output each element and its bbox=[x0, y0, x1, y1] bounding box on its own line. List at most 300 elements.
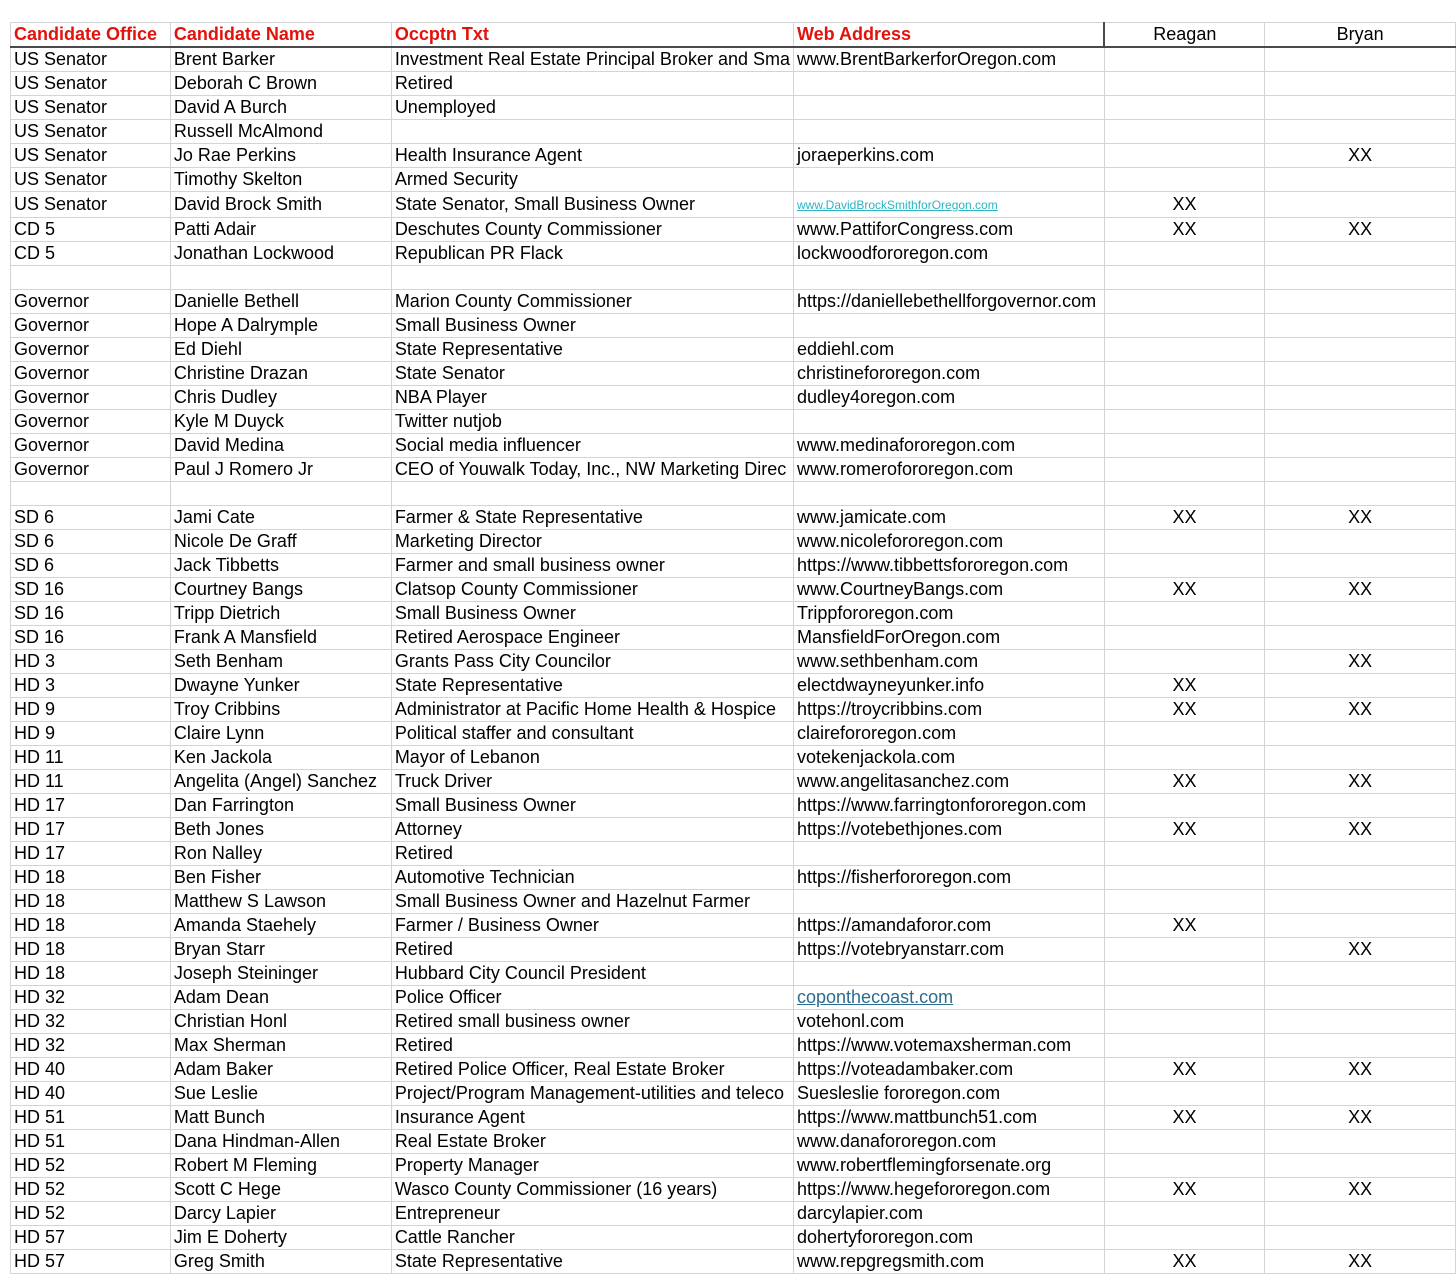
cell-web-address[interactable]: www.CourtneyBangs.com bbox=[794, 578, 1105, 602]
cell-reagan-mark[interactable] bbox=[1104, 938, 1264, 962]
cell-occupation[interactable]: Automotive Technician bbox=[391, 866, 793, 890]
cell-reagan-mark[interactable]: XX bbox=[1104, 914, 1264, 938]
cell-reagan-mark[interactable]: XX bbox=[1104, 818, 1264, 842]
cell-web-address[interactable]: www.BrentBarkerforOregon.com bbox=[794, 47, 1105, 72]
cell-candidate-name[interactable]: Scott C Hege bbox=[170, 1178, 391, 1202]
cell-web-address[interactable]: dudley4oregon.com bbox=[794, 386, 1105, 410]
cell-occupation[interactable]: Mayor of Lebanon bbox=[391, 746, 793, 770]
cell-reagan-mark[interactable] bbox=[1104, 794, 1264, 818]
cell-occupation[interactable]: Small Business Owner bbox=[391, 314, 793, 338]
cell-bryan-mark[interactable] bbox=[1265, 1154, 1456, 1178]
cell-candidate-name[interactable]: Jo Rae Perkins bbox=[170, 144, 391, 168]
cell-office[interactable]: HD 51 bbox=[11, 1106, 171, 1130]
cell-office[interactable]: HD 18 bbox=[11, 938, 171, 962]
cell-candidate-name[interactable] bbox=[170, 266, 391, 290]
cell-occupation[interactable] bbox=[391, 120, 793, 144]
cell-reagan-mark[interactable] bbox=[1104, 144, 1264, 168]
header-web-address[interactable]: Web Address bbox=[794, 23, 1105, 48]
cell-bryan-mark[interactable] bbox=[1265, 386, 1456, 410]
cell-web-address[interactable] bbox=[794, 72, 1105, 96]
cell-reagan-mark[interactable] bbox=[1104, 746, 1264, 770]
cell-reagan-mark[interactable] bbox=[1104, 434, 1264, 458]
cell-office[interactable]: HD 57 bbox=[11, 1250, 171, 1274]
cell-web-address[interactable]: https://www.farringtonfororegon.com bbox=[794, 794, 1105, 818]
cell-office[interactable]: HD 32 bbox=[11, 1010, 171, 1034]
cell-candidate-name[interactable]: Timothy Skelton bbox=[170, 168, 391, 192]
cell-office[interactable]: HD 40 bbox=[11, 1058, 171, 1082]
cell-occupation[interactable]: Entrepreneur bbox=[391, 1202, 793, 1226]
cell-bryan-mark[interactable] bbox=[1265, 242, 1456, 266]
cell-office[interactable]: SD 16 bbox=[11, 602, 171, 626]
cell-candidate-name[interactable]: Ed Diehl bbox=[170, 338, 391, 362]
cell-bryan-mark[interactable] bbox=[1265, 434, 1456, 458]
cell-reagan-mark[interactable]: XX bbox=[1104, 1250, 1264, 1274]
cell-candidate-name[interactable]: Bryan Starr bbox=[170, 938, 391, 962]
cell-candidate-name[interactable]: Troy Cribbins bbox=[170, 698, 391, 722]
cell-bryan-mark[interactable]: XX bbox=[1265, 650, 1456, 674]
cell-occupation[interactable]: Deschutes County Commissioner bbox=[391, 218, 793, 242]
cell-bryan-mark[interactable]: XX bbox=[1265, 1250, 1456, 1274]
cell-candidate-name[interactable]: Patti Adair bbox=[170, 218, 391, 242]
cell-web-address[interactable]: votehonl.com bbox=[794, 1010, 1105, 1034]
cell-occupation[interactable] bbox=[391, 482, 793, 506]
cell-bryan-mark[interactable] bbox=[1265, 986, 1456, 1010]
cell-office[interactable]: CD 5 bbox=[11, 242, 171, 266]
cell-bryan-mark[interactable] bbox=[1265, 1034, 1456, 1058]
cell-bryan-mark[interactable]: XX bbox=[1265, 818, 1456, 842]
cell-bryan-mark[interactable]: XX bbox=[1265, 218, 1456, 242]
cell-bryan-mark[interactable]: XX bbox=[1265, 698, 1456, 722]
cell-reagan-mark[interactable] bbox=[1104, 242, 1264, 266]
cell-reagan-mark[interactable] bbox=[1104, 314, 1264, 338]
cell-web-address[interactable]: dohertyfororegon.com bbox=[794, 1226, 1105, 1250]
cell-occupation[interactable]: Project/Program Management-utilities and teleco bbox=[391, 1082, 793, 1106]
cell-web-address[interactable]: electdwayneyunker.info bbox=[794, 674, 1105, 698]
cell-reagan-mark[interactable] bbox=[1104, 482, 1264, 506]
cell-web-address[interactable] bbox=[794, 96, 1105, 120]
cell-office[interactable]: HD 11 bbox=[11, 770, 171, 794]
cell-reagan-mark[interactable] bbox=[1104, 1202, 1264, 1226]
cell-bryan-mark[interactable] bbox=[1265, 458, 1456, 482]
cell-occupation[interactable] bbox=[391, 266, 793, 290]
cell-candidate-name[interactable]: Beth Jones bbox=[170, 818, 391, 842]
cell-office[interactable]: Governor bbox=[11, 434, 171, 458]
cell-reagan-mark[interactable] bbox=[1104, 410, 1264, 434]
cell-reagan-mark[interactable] bbox=[1104, 47, 1264, 72]
cell-office[interactable]: Governor bbox=[11, 314, 171, 338]
cell-reagan-mark[interactable]: XX bbox=[1104, 192, 1264, 218]
cell-bryan-mark[interactable] bbox=[1265, 914, 1456, 938]
cell-occupation[interactable]: Investment Real Estate Principal Broker and Sma bbox=[391, 47, 793, 72]
cell-web-address[interactable] bbox=[794, 120, 1105, 144]
cell-office[interactable]: Governor bbox=[11, 410, 171, 434]
cell-reagan-mark[interactable] bbox=[1104, 168, 1264, 192]
cell-bryan-mark[interactable] bbox=[1265, 794, 1456, 818]
cell-web-address[interactable]: https://daniellebethellforgovernor.com bbox=[794, 290, 1105, 314]
cell-office[interactable]: HD 40 bbox=[11, 1082, 171, 1106]
cell-web-address[interactable]: www.PattiforCongress.com bbox=[794, 218, 1105, 242]
cell-web-address[interactable]: www.nicolefororegon.com bbox=[794, 530, 1105, 554]
cell-occupation[interactable]: Hubbard City Council President bbox=[391, 962, 793, 986]
cell-reagan-mark[interactable]: XX bbox=[1104, 218, 1264, 242]
cell-bryan-mark[interactable] bbox=[1265, 192, 1456, 218]
cell-office[interactable]: HD 11 bbox=[11, 746, 171, 770]
cell-bryan-mark[interactable]: XX bbox=[1265, 1178, 1456, 1202]
cell-reagan-mark[interactable] bbox=[1104, 1226, 1264, 1250]
cell-bryan-mark[interactable] bbox=[1265, 890, 1456, 914]
cell-web-address[interactable] bbox=[794, 986, 1105, 1010]
cell-occupation[interactable]: Unemployed bbox=[391, 96, 793, 120]
cell-bryan-mark[interactable] bbox=[1265, 626, 1456, 650]
cell-office[interactable]: SD 6 bbox=[11, 554, 171, 578]
header-bryan[interactable]: Bryan bbox=[1265, 23, 1456, 48]
cell-office[interactable]: US Senator bbox=[11, 47, 171, 72]
cell-bryan-mark[interactable] bbox=[1265, 1130, 1456, 1154]
cell-web-address[interactable]: https://troycribbins.com bbox=[794, 698, 1105, 722]
cell-candidate-name[interactable]: Hope A Dalrymple bbox=[170, 314, 391, 338]
cell-candidate-name[interactable]: Christian Honl bbox=[170, 1010, 391, 1034]
cell-reagan-mark[interactable]: XX bbox=[1104, 770, 1264, 794]
cell-web-address[interactable] bbox=[794, 410, 1105, 434]
cell-occupation[interactable]: NBA Player bbox=[391, 386, 793, 410]
cell-bryan-mark[interactable] bbox=[1265, 674, 1456, 698]
cell-office[interactable] bbox=[11, 266, 171, 290]
cell-candidate-name[interactable]: Darcy Lapier bbox=[170, 1202, 391, 1226]
cell-occupation[interactable]: Small Business Owner bbox=[391, 794, 793, 818]
cell-office[interactable]: US Senator bbox=[11, 168, 171, 192]
cell-occupation[interactable]: State Senator bbox=[391, 362, 793, 386]
cell-office[interactable]: HD 57 bbox=[11, 1226, 171, 1250]
cell-office[interactable]: US Senator bbox=[11, 72, 171, 96]
cell-reagan-mark[interactable] bbox=[1104, 842, 1264, 866]
cell-office[interactable]: Governor bbox=[11, 290, 171, 314]
cell-web-address[interactable]: https://votebethjones.com bbox=[794, 818, 1105, 842]
cell-office[interactable]: SD 16 bbox=[11, 626, 171, 650]
cell-office[interactable]: CD 5 bbox=[11, 218, 171, 242]
cell-reagan-mark[interactable] bbox=[1104, 1082, 1264, 1106]
cell-web-address[interactable]: MansfieldForOregon.com bbox=[794, 626, 1105, 650]
cell-candidate-name[interactable]: Danielle Bethell bbox=[170, 290, 391, 314]
cell-office[interactable]: Governor bbox=[11, 386, 171, 410]
cell-candidate-name[interactable]: Ken Jackola bbox=[170, 746, 391, 770]
header-candidate-name[interactable]: Candidate Name bbox=[170, 23, 391, 48]
cell-bryan-mark[interactable] bbox=[1265, 482, 1456, 506]
cell-occupation[interactable]: Small Business Owner bbox=[391, 602, 793, 626]
cell-candidate-name[interactable]: Amanda Staehely bbox=[170, 914, 391, 938]
cell-candidate-name[interactable]: Dan Farrington bbox=[170, 794, 391, 818]
cell-candidate-name[interactable]: Jack Tibbetts bbox=[170, 554, 391, 578]
cell-web-address[interactable] bbox=[794, 962, 1105, 986]
cell-occupation[interactable]: Retired Aerospace Engineer bbox=[391, 626, 793, 650]
cell-office[interactable]: HD 17 bbox=[11, 794, 171, 818]
cell-candidate-name[interactable]: David A Burch bbox=[170, 96, 391, 120]
cell-reagan-mark[interactable]: XX bbox=[1104, 674, 1264, 698]
cell-candidate-name[interactable]: David Brock Smith bbox=[170, 192, 391, 218]
cell-occupation[interactable]: Attorney bbox=[391, 818, 793, 842]
cell-occupation[interactable]: CEO of Youwalk Today, Inc., NW Marketing Direc bbox=[391, 458, 793, 482]
cell-occupation[interactable]: Retired bbox=[391, 72, 793, 96]
cell-candidate-name[interactable]: Joseph Steininger bbox=[170, 962, 391, 986]
cell-bryan-mark[interactable]: XX bbox=[1265, 1058, 1456, 1082]
cell-web-address[interactable]: www.robertflemingforsenate.org bbox=[794, 1154, 1105, 1178]
cell-office[interactable]: HD 52 bbox=[11, 1202, 171, 1226]
cell-web-address[interactable] bbox=[794, 192, 1105, 218]
cell-reagan-mark[interactable] bbox=[1104, 602, 1264, 626]
cell-bryan-mark[interactable] bbox=[1265, 1082, 1456, 1106]
cell-candidate-name[interactable]: Claire Lynn bbox=[170, 722, 391, 746]
cell-web-address[interactable] bbox=[794, 482, 1105, 506]
cell-occupation[interactable]: Real Estate Broker bbox=[391, 1130, 793, 1154]
cell-web-address[interactable]: https://amandaforor.com bbox=[794, 914, 1105, 938]
cell-candidate-name[interactable]: Matt Bunch bbox=[170, 1106, 391, 1130]
cell-candidate-name[interactable]: Robert M Fleming bbox=[170, 1154, 391, 1178]
cell-office[interactable]: HD 3 bbox=[11, 674, 171, 698]
cell-occupation[interactable]: State Representative bbox=[391, 674, 793, 698]
cell-web-address[interactable]: https://www.hegefororegon.com bbox=[794, 1178, 1105, 1202]
cell-web-address[interactable]: www.jamicate.com bbox=[794, 506, 1105, 530]
cell-reagan-mark[interactable]: XX bbox=[1104, 1058, 1264, 1082]
cell-bryan-mark[interactable] bbox=[1265, 47, 1456, 72]
cell-reagan-mark[interactable] bbox=[1104, 290, 1264, 314]
cell-reagan-mark[interactable] bbox=[1104, 866, 1264, 890]
cell-bryan-mark[interactable] bbox=[1265, 290, 1456, 314]
cell-occupation[interactable]: Retired bbox=[391, 938, 793, 962]
cell-reagan-mark[interactable] bbox=[1104, 1010, 1264, 1034]
cell-office[interactable]: SD 16 bbox=[11, 578, 171, 602]
cell-reagan-mark[interactable]: XX bbox=[1104, 698, 1264, 722]
cell-reagan-mark[interactable] bbox=[1104, 338, 1264, 362]
cell-occupation[interactable]: Administrator at Pacific Home Health & Hospice bbox=[391, 698, 793, 722]
cell-reagan-mark[interactable] bbox=[1104, 266, 1264, 290]
cell-reagan-mark[interactable] bbox=[1104, 96, 1264, 120]
cell-reagan-mark[interactable] bbox=[1104, 362, 1264, 386]
cell-web-address[interactable]: joraeperkins.com bbox=[794, 144, 1105, 168]
cell-occupation[interactable]: State Representative bbox=[391, 338, 793, 362]
cell-occupation[interactable]: Political staffer and consultant bbox=[391, 722, 793, 746]
cell-reagan-mark[interactable]: XX bbox=[1104, 578, 1264, 602]
cell-bryan-mark[interactable] bbox=[1265, 410, 1456, 434]
cell-candidate-name[interactable]: Greg Smith bbox=[170, 1250, 391, 1274]
cell-reagan-mark[interactable] bbox=[1104, 890, 1264, 914]
cell-reagan-mark[interactable] bbox=[1104, 962, 1264, 986]
cell-reagan-mark[interactable] bbox=[1104, 120, 1264, 144]
cell-bryan-mark[interactable]: XX bbox=[1265, 938, 1456, 962]
cell-candidate-name[interactable]: Sue Leslie bbox=[170, 1082, 391, 1106]
cell-occupation[interactable]: Social media influencer bbox=[391, 434, 793, 458]
cell-office[interactable]: HD 18 bbox=[11, 914, 171, 938]
cell-web-address[interactable] bbox=[794, 266, 1105, 290]
cell-web-address[interactable]: eddiehl.com bbox=[794, 338, 1105, 362]
cell-occupation[interactable]: Retired Police Officer, Real Estate Broker bbox=[391, 1058, 793, 1082]
cell-web-address[interactable]: https://www.mattbunch51.com bbox=[794, 1106, 1105, 1130]
cell-bryan-mark[interactable] bbox=[1265, 722, 1456, 746]
cell-bryan-mark[interactable] bbox=[1265, 530, 1456, 554]
cell-office[interactable]: HD 9 bbox=[11, 722, 171, 746]
cell-web-address[interactable]: www.romerofororegon.com bbox=[794, 458, 1105, 482]
cell-web-address[interactable]: https://votebryanstarr.com bbox=[794, 938, 1105, 962]
cell-web-address[interactable] bbox=[794, 314, 1105, 338]
cell-web-address[interactable]: darcylapier.com bbox=[794, 1202, 1105, 1226]
cell-reagan-mark[interactable] bbox=[1104, 1130, 1264, 1154]
cell-candidate-name[interactable]: Ron Nalley bbox=[170, 842, 391, 866]
header-candidate-office[interactable]: Candidate Office bbox=[11, 23, 171, 48]
cell-web-address[interactable]: www.repgregsmith.com bbox=[794, 1250, 1105, 1274]
cell-bryan-mark[interactable] bbox=[1265, 602, 1456, 626]
cell-occupation[interactable]: Health Insurance Agent bbox=[391, 144, 793, 168]
cell-office[interactable]: HD 18 bbox=[11, 866, 171, 890]
cell-reagan-mark[interactable]: XX bbox=[1104, 506, 1264, 530]
cell-occupation[interactable]: Farmer / Business Owner bbox=[391, 914, 793, 938]
header-occupation[interactable]: Occptn Txt bbox=[391, 23, 793, 48]
cell-candidate-name[interactable]: Deborah C Brown bbox=[170, 72, 391, 96]
cell-occupation[interactable]: Grants Pass City Councilor bbox=[391, 650, 793, 674]
cell-bryan-mark[interactable] bbox=[1265, 1010, 1456, 1034]
cell-candidate-name[interactable]: Chris Dudley bbox=[170, 386, 391, 410]
cell-bryan-mark[interactable] bbox=[1265, 120, 1456, 144]
cell-candidate-name[interactable]: Russell McAlmond bbox=[170, 120, 391, 144]
cell-occupation[interactable]: Property Manager bbox=[391, 1154, 793, 1178]
cell-occupation[interactable]: Retired bbox=[391, 1034, 793, 1058]
cell-candidate-name[interactable]: Nicole De Graff bbox=[170, 530, 391, 554]
cell-occupation[interactable]: Marion County Commissioner bbox=[391, 290, 793, 314]
cell-occupation[interactable]: Police Officer bbox=[391, 986, 793, 1010]
cell-occupation[interactable]: Small Business Owner and Hazelnut Farmer bbox=[391, 890, 793, 914]
cell-occupation[interactable]: Wasco County Commissioner (16 years) bbox=[391, 1178, 793, 1202]
cell-office[interactable]: Governor bbox=[11, 458, 171, 482]
cell-bryan-mark[interactable] bbox=[1265, 554, 1456, 578]
cell-candidate-name[interactable]: Angelita (Angel) Sanchez bbox=[170, 770, 391, 794]
cell-bryan-mark[interactable] bbox=[1265, 1226, 1456, 1250]
cell-occupation[interactable]: Marketing Director bbox=[391, 530, 793, 554]
cell-bryan-mark[interactable] bbox=[1265, 338, 1456, 362]
cell-candidate-name[interactable]: Seth Benham bbox=[170, 650, 391, 674]
cell-bryan-mark[interactable] bbox=[1265, 362, 1456, 386]
cell-candidate-name[interactable]: Adam Dean bbox=[170, 986, 391, 1010]
cell-bryan-mark[interactable] bbox=[1265, 168, 1456, 192]
cell-office[interactable]: HD 51 bbox=[11, 1130, 171, 1154]
web-address-link[interactable]: www.DavidBrockSmithforOregon.com bbox=[797, 198, 998, 212]
cell-occupation[interactable]: Armed Security bbox=[391, 168, 793, 192]
cell-office[interactable]: HD 18 bbox=[11, 962, 171, 986]
cell-occupation[interactable]: Cattle Rancher bbox=[391, 1226, 793, 1250]
cell-bryan-mark[interactable] bbox=[1265, 866, 1456, 890]
cell-office[interactable]: HD 32 bbox=[11, 986, 171, 1010]
cell-office[interactable]: HD 9 bbox=[11, 698, 171, 722]
cell-occupation[interactable]: Twitter nutjob bbox=[391, 410, 793, 434]
cell-web-address[interactable]: www.sethbenham.com bbox=[794, 650, 1105, 674]
cell-candidate-name[interactable]: Paul J Romero Jr bbox=[170, 458, 391, 482]
cell-office[interactable]: SD 6 bbox=[11, 530, 171, 554]
cell-reagan-mark[interactable] bbox=[1104, 72, 1264, 96]
cell-reagan-mark[interactable] bbox=[1104, 626, 1264, 650]
cell-office[interactable]: HD 17 bbox=[11, 842, 171, 866]
cell-candidate-name[interactable]: Brent Barker bbox=[170, 47, 391, 72]
cell-candidate-name[interactable]: Tripp Dietrich bbox=[170, 602, 391, 626]
cell-web-address[interactable]: https://www.tibbettsfororegon.com bbox=[794, 554, 1105, 578]
cell-candidate-name[interactable]: Jami Cate bbox=[170, 506, 391, 530]
cell-reagan-mark[interactable] bbox=[1104, 722, 1264, 746]
cell-office[interactable]: HD 52 bbox=[11, 1154, 171, 1178]
header-reagan[interactable]: Reagan bbox=[1104, 23, 1264, 48]
cell-occupation[interactable]: Truck Driver bbox=[391, 770, 793, 794]
cell-web-address[interactable]: christinefororegon.com bbox=[794, 362, 1105, 386]
cell-web-address[interactable]: votekenjackola.com bbox=[794, 746, 1105, 770]
cell-candidate-name[interactable]: Jim E Doherty bbox=[170, 1226, 391, 1250]
cell-office[interactable]: US Senator bbox=[11, 144, 171, 168]
cell-office[interactable]: HD 32 bbox=[11, 1034, 171, 1058]
cell-occupation[interactable]: Retired small business owner bbox=[391, 1010, 793, 1034]
cell-bryan-mark[interactable] bbox=[1265, 842, 1456, 866]
cell-web-address[interactable]: Trippfororegon.com bbox=[794, 602, 1105, 626]
cell-occupation[interactable]: Insurance Agent bbox=[391, 1106, 793, 1130]
cell-candidate-name[interactable]: Matthew S Lawson bbox=[170, 890, 391, 914]
cell-reagan-mark[interactable] bbox=[1104, 1034, 1264, 1058]
cell-candidate-name[interactable]: Dwayne Yunker bbox=[170, 674, 391, 698]
cell-reagan-mark[interactable] bbox=[1104, 530, 1264, 554]
cell-reagan-mark[interactable] bbox=[1104, 458, 1264, 482]
cell-office[interactable]: Governor bbox=[11, 338, 171, 362]
cell-bryan-mark[interactable]: XX bbox=[1265, 1106, 1456, 1130]
cell-web-address[interactable]: https://fisherfororegon.com bbox=[794, 866, 1105, 890]
cell-candidate-name[interactable]: David Medina bbox=[170, 434, 391, 458]
cell-web-address[interactable]: www.danafororegon.com bbox=[794, 1130, 1105, 1154]
cell-office[interactable]: HD 52 bbox=[11, 1178, 171, 1202]
cell-bryan-mark[interactable] bbox=[1265, 266, 1456, 290]
cell-occupation[interactable]: Retired bbox=[391, 842, 793, 866]
cell-reagan-mark[interactable] bbox=[1104, 986, 1264, 1010]
cell-office[interactable] bbox=[11, 482, 171, 506]
cell-office[interactable]: HD 3 bbox=[11, 650, 171, 674]
cell-web-address[interactable]: www.medinafororegon.com bbox=[794, 434, 1105, 458]
cell-candidate-name[interactable]: Max Sherman bbox=[170, 1034, 391, 1058]
cell-bryan-mark[interactable]: XX bbox=[1265, 506, 1456, 530]
cell-office[interactable]: US Senator bbox=[11, 192, 171, 218]
cell-office[interactable]: HD 17 bbox=[11, 818, 171, 842]
cell-web-address[interactable] bbox=[794, 890, 1105, 914]
web-address-link[interactable]: coponthecoast.com bbox=[797, 987, 954, 1007]
cell-reagan-mark[interactable]: XX bbox=[1104, 1178, 1264, 1202]
cell-bryan-mark[interactable] bbox=[1265, 1202, 1456, 1226]
cell-office[interactable]: HD 18 bbox=[11, 890, 171, 914]
cell-occupation[interactable]: State Representative bbox=[391, 1250, 793, 1274]
cell-office[interactable]: SD 6 bbox=[11, 506, 171, 530]
cell-occupation[interactable]: State Senator, Small Business Owner bbox=[391, 192, 793, 218]
cell-bryan-mark[interactable]: XX bbox=[1265, 144, 1456, 168]
cell-office[interactable]: US Senator bbox=[11, 96, 171, 120]
cell-reagan-mark[interactable]: XX bbox=[1104, 1106, 1264, 1130]
cell-bryan-mark[interactable] bbox=[1265, 746, 1456, 770]
cell-bryan-mark[interactable] bbox=[1265, 962, 1456, 986]
cell-web-address[interactable] bbox=[794, 842, 1105, 866]
cell-occupation[interactable]: Farmer and small business owner bbox=[391, 554, 793, 578]
cell-bryan-mark[interactable] bbox=[1265, 96, 1456, 120]
cell-web-address[interactable] bbox=[794, 168, 1105, 192]
cell-reagan-mark[interactable] bbox=[1104, 554, 1264, 578]
cell-occupation[interactable]: Republican PR Flack bbox=[391, 242, 793, 266]
cell-candidate-name[interactable]: Kyle M Duyck bbox=[170, 410, 391, 434]
cell-office[interactable]: US Senator bbox=[11, 120, 171, 144]
cell-candidate-name[interactable]: Jonathan Lockwood bbox=[170, 242, 391, 266]
cell-candidate-name[interactable]: Courtney Bangs bbox=[170, 578, 391, 602]
cell-occupation[interactable]: Clatsop County Commissioner bbox=[391, 578, 793, 602]
cell-reagan-mark[interactable] bbox=[1104, 386, 1264, 410]
cell-candidate-name[interactable]: Adam Baker bbox=[170, 1058, 391, 1082]
cell-web-address[interactable]: clairefororegon.com bbox=[794, 722, 1105, 746]
cell-web-address[interactable]: Suesleslie fororegon.com bbox=[794, 1082, 1105, 1106]
cell-reagan-mark[interactable] bbox=[1104, 1154, 1264, 1178]
cell-occupation[interactable]: Farmer & State Representative bbox=[391, 506, 793, 530]
cell-office[interactable]: Governor bbox=[11, 362, 171, 386]
